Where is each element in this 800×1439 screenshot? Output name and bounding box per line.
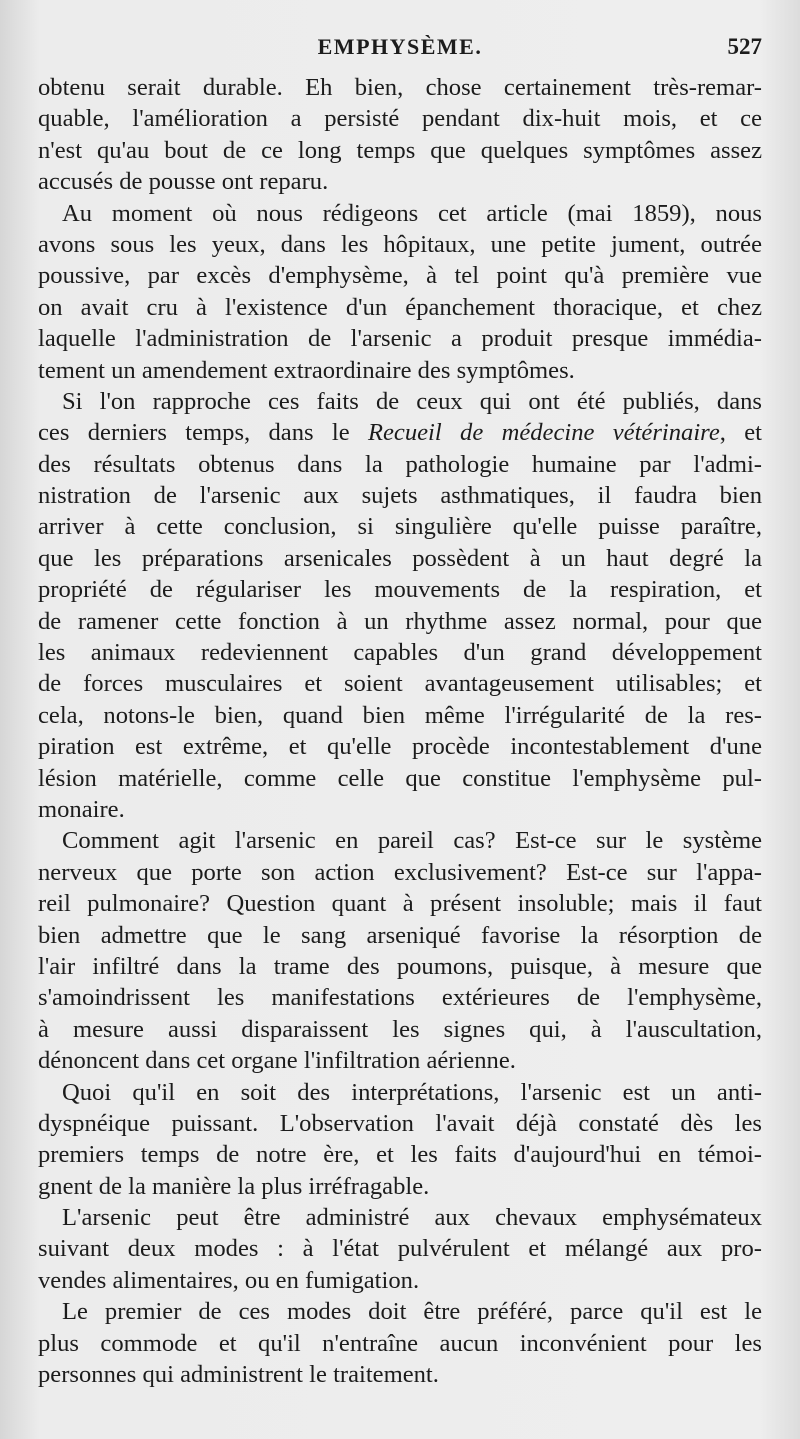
text-line: que les préparations arsenicales possèdent à un haut degré la: [38, 544, 762, 572]
text-line: piration est extrême, et qu'elle procède incontestablement d'une: [38, 733, 762, 761]
text-line: monaire.: [38, 795, 125, 823]
text-line: de ramener cette fonction à un rhythme assez normal, pour que: [38, 607, 762, 635]
body-text: [38, 72, 762, 1390]
paragraph: [38, 198, 762, 386]
text-line: arriver à cette conclusion, si singulière qu'elle puisse paraître,: [38, 513, 762, 541]
text-line: cela, notons-le bien, quand bien même l'irrégularité de la res-: [38, 701, 762, 729]
text-line: nistration de l'arsenic aux sujets asthmatiques, il faudra bien: [38, 482, 762, 510]
text-line: personnes qui administrent le traitement.: [38, 1361, 439, 1389]
text-line: lésion matérielle, comme celle que constitue l'emphysème pul-: [38, 764, 762, 792]
text-line: ces derniers temps, dans le Recueil de médecine vétérinaire, et: [38, 419, 762, 447]
text-line: Comment agit l'arsenic en pareil cas? Est-ce sur le système: [62, 827, 762, 855]
text-line: nerveux que porte son action exclusivement? Est-ce sur l'appa-: [38, 858, 762, 886]
text-line: propriété de régulariser les mouvements de la respiration, et: [38, 576, 762, 604]
text-line: de forces musculaires et soient avantageusement utilisables; et: [38, 670, 762, 698]
text-line: obtenu serait durable. Eh bien, chose certainement très-remar-: [38, 74, 762, 101]
text-line: s'amoindrissent les manifestations extérieures de l'emphysème,: [38, 984, 762, 1012]
text-line: à mesure aussi disparaissent les signes qui, à l'auscultation,: [38, 1015, 762, 1043]
running-head: [38, 0, 762, 72]
paragraph: [38, 1202, 762, 1296]
journal-title: Recueil de médecine vétérinaire: [367, 419, 720, 447]
text-line: on avait cru à l'existence d'un épanchement thoracique, et chez: [38, 293, 762, 321]
page-number: 527: [727, 34, 762, 59]
paragraph: [38, 1296, 762, 1390]
text-line: dyspnéique puissant. L'observation l'avait déjà constaté dès les: [38, 1109, 762, 1137]
text-line: tement un amendement extraordinaire des symptômes.: [38, 356, 575, 384]
text-line: n'est qu'au bout de ce long temps que quelques symptômes assez: [38, 136, 762, 164]
text-line: vendes alimentaires, ou en fumigation.: [38, 1266, 420, 1294]
paragraph: [38, 386, 762, 825]
paragraph: [38, 1077, 762, 1203]
paragraph: [38, 825, 762, 1076]
text-line: premiers temps de notre ère, et les faits d'aujourd'hui en témoi-: [38, 1141, 762, 1169]
text-line: avons sous les yeux, dans les hôpitaux, une petite jument, outrée: [38, 230, 762, 258]
text-line: Le premier de ces modes doit être préféré, parce qu'il est le: [62, 1298, 762, 1326]
text-line: Si l'on rapproche ces faits de ceux qui ont été publiés, dans: [62, 387, 762, 415]
text-line: Au moment où nous rédigeons cet article (mai 1859), nous: [62, 199, 762, 227]
running-title: EMPHYSÈME.: [317, 34, 483, 59]
text-line: les animaux redeviennent capables d'un grand développement: [38, 639, 762, 667]
text-line: plus commode et qu'il n'entraîne aucun inconvénient pour les: [38, 1329, 762, 1357]
paragraph: [38, 72, 762, 198]
text-line: L'arsenic peut être administré aux chevaux emphysémateux: [62, 1204, 762, 1232]
text-line: bien admettre que le sang arseniqué favorise la résorption de: [38, 921, 762, 949]
text-line: suivant deux modes : à l'état pulvérulent et mélangé aux pro-: [38, 1235, 762, 1263]
text-line: laquelle l'administration de l'arsenic a produit presque immédia-: [38, 325, 762, 353]
text-line: Quoi qu'il en soit des interprétations, l'arsenic est un anti-: [62, 1078, 762, 1106]
text-line: gnent de la manière la plus irréfragable.: [38, 1172, 430, 1200]
text-line: accusés de pousse ont reparu.: [38, 168, 329, 196]
text-line: quable, l'amélioration a persisté pendant dix-huit mois, et ce: [38, 105, 762, 133]
text-line: reil pulmonaire? Question quant à présent insoluble; mais il faut: [38, 890, 762, 918]
text-line: l'air infiltré dans la trame des poumons, puisque, à mesure que: [38, 952, 762, 980]
text-line: dénoncent dans cet organe l'infiltration aérienne.: [38, 1047, 516, 1075]
text-line: des résultats obtenus dans la pathologie humaine par l'admi-: [38, 450, 762, 478]
text-line: poussive, par excès d'emphysème, à tel point qu'à première vue: [38, 262, 762, 290]
